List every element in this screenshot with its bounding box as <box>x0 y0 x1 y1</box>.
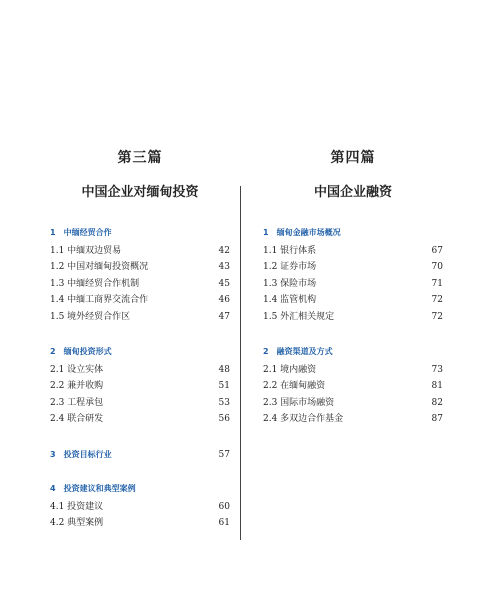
toc-entry-page: 87 <box>431 414 443 425</box>
toc-entry[interactable] <box>50 378 230 394</box>
toc-entry-label: 2.3 国际市场融资 <box>263 397 335 408</box>
toc-entry-page: 82 <box>431 397 443 408</box>
toc-entry[interactable] <box>50 411 230 427</box>
toc-entry[interactable] <box>50 395 230 411</box>
chapter-heading[interactable] <box>50 226 230 240</box>
toc-entry-label: 2.1 设立实体 <box>50 364 104 375</box>
toc-entry-label: 1.3 保险市场 <box>263 278 317 289</box>
toc-entry-page: 46 <box>218 295 230 306</box>
toc-entry[interactable] <box>50 292 230 308</box>
toc-column-left <box>50 148 230 531</box>
toc-entry-label: 1.5 境外经贸合作区 <box>50 311 131 322</box>
toc-entry[interactable] <box>263 292 443 308</box>
chapter-heading[interactable] <box>50 345 230 359</box>
chapter-number: 2 <box>263 346 269 356</box>
toc-entry[interactable] <box>263 411 443 427</box>
toc-entry-page: 45 <box>218 278 230 289</box>
chapter-heading[interactable] <box>50 482 230 496</box>
chapter-title: 融资渠道及方式 <box>276 346 333 356</box>
toc-entry-page: 73 <box>431 364 443 375</box>
chapter-number: 2 <box>50 346 56 356</box>
toc-entry-page: 48 <box>218 364 230 375</box>
part-title: 第四篇 <box>330 150 376 166</box>
toc-entry-page: 53 <box>218 397 230 408</box>
toc-entry-label: 1.5 外汇相关规定 <box>263 311 335 322</box>
toc-chapter <box>50 448 230 462</box>
chapter-title: 缅甸金融市场概况 <box>276 228 341 237</box>
toc-entry[interactable] <box>50 276 230 292</box>
toc-entry-page: 71 <box>431 278 443 289</box>
toc-entry[interactable] <box>263 378 443 394</box>
toc-entry[interactable] <box>263 362 443 378</box>
toc-entry[interactable] <box>50 259 230 275</box>
toc-entry-page: 70 <box>431 262 443 273</box>
toc-entry-page: 67 <box>431 246 443 256</box>
chapter-heading[interactable] <box>263 226 443 240</box>
chapter-number: 4 <box>50 483 56 493</box>
toc-entry[interactable] <box>50 499 230 515</box>
toc-entry[interactable] <box>50 362 230 378</box>
toc-entry-page: 43 <box>218 262 230 273</box>
chapter-number: 1 <box>263 228 269 237</box>
toc-entry-label: 1.3 中缅经贸合作机制 <box>50 278 140 289</box>
toc-entry-label: 1.1 中缅双边贸易 <box>50 246 122 256</box>
toc-entry[interactable] <box>50 243 230 259</box>
part-subtitle: 中国企业对缅甸投资 <box>81 185 199 200</box>
chapter-heading[interactable] <box>50 448 230 462</box>
column-divider <box>240 186 241 540</box>
toc-entry-page: 61 <box>218 517 230 528</box>
toc-chapter <box>263 345 443 428</box>
toc-entry-label: 1.2 中国对缅甸投资概况 <box>50 262 149 273</box>
toc-entry-page: 51 <box>218 381 230 392</box>
toc-chapter <box>50 345 230 428</box>
chapter-heading[interactable] <box>263 345 443 359</box>
chapter-title: 投资建议和典型案例 <box>63 483 136 493</box>
chapter-list <box>263 226 443 428</box>
toc-chapter <box>50 226 230 325</box>
chapter-title: 投资目标行业 <box>63 449 112 459</box>
toc-entry[interactable] <box>50 515 230 531</box>
part-title: 第三篇 <box>117 150 163 166</box>
toc-entry-label: 2.4 联合研发 <box>50 414 104 425</box>
toc-entry-label: 4.1 投资建议 <box>50 501 104 512</box>
chapter-list <box>50 226 230 531</box>
toc-entry-label: 2.4 多双边合作基金 <box>263 414 344 425</box>
toc-entry-label: 2.2 兼并收购 <box>50 381 104 392</box>
chapter-number: 3 <box>50 449 56 459</box>
toc-entry[interactable] <box>263 395 443 411</box>
toc-entry-page: 72 <box>431 311 443 322</box>
toc-entry-page: 42 <box>218 246 230 256</box>
toc-entry[interactable] <box>263 276 443 292</box>
toc-entry-page: 60 <box>218 501 230 512</box>
toc-entry-label: 2.3 工程承包 <box>50 397 104 408</box>
chapter-title: 中缅经贸合作 <box>63 228 112 237</box>
toc-entry-page: 56 <box>218 414 230 425</box>
toc-entry-label: 4.2 典型案例 <box>50 517 104 528</box>
toc-entry[interactable] <box>263 243 443 259</box>
chapter-number: 1 <box>50 228 56 237</box>
toc-entry[interactable] <box>263 309 443 325</box>
toc-entry-page: 81 <box>431 381 443 392</box>
toc-entry-label: 2.1 境内融资 <box>263 364 317 375</box>
part-subtitle: 中国企业融资 <box>313 185 392 200</box>
toc-entry-label: 1.2 证券市场 <box>263 262 317 273</box>
toc-chapter <box>263 226 443 325</box>
toc-entry[interactable] <box>50 309 230 325</box>
toc-entry-label: 1.4 监管机构 <box>263 295 317 306</box>
toc-chapter <box>50 482 230 532</box>
toc-entry[interactable] <box>263 259 443 275</box>
toc-entry-page: 47 <box>218 311 230 322</box>
toc-entry-label: 1.1 银行体系 <box>263 246 317 256</box>
chapter-title: 缅甸投资形式 <box>63 346 112 356</box>
toc-column-right <box>263 148 443 428</box>
chapter-page-number: 57 <box>218 449 230 460</box>
toc-entry-label: 1.4 中缅工商界交流合作 <box>50 295 149 306</box>
toc-entry-label: 2.2 在缅甸融资 <box>263 381 326 392</box>
toc-entry-page: 72 <box>431 295 443 306</box>
